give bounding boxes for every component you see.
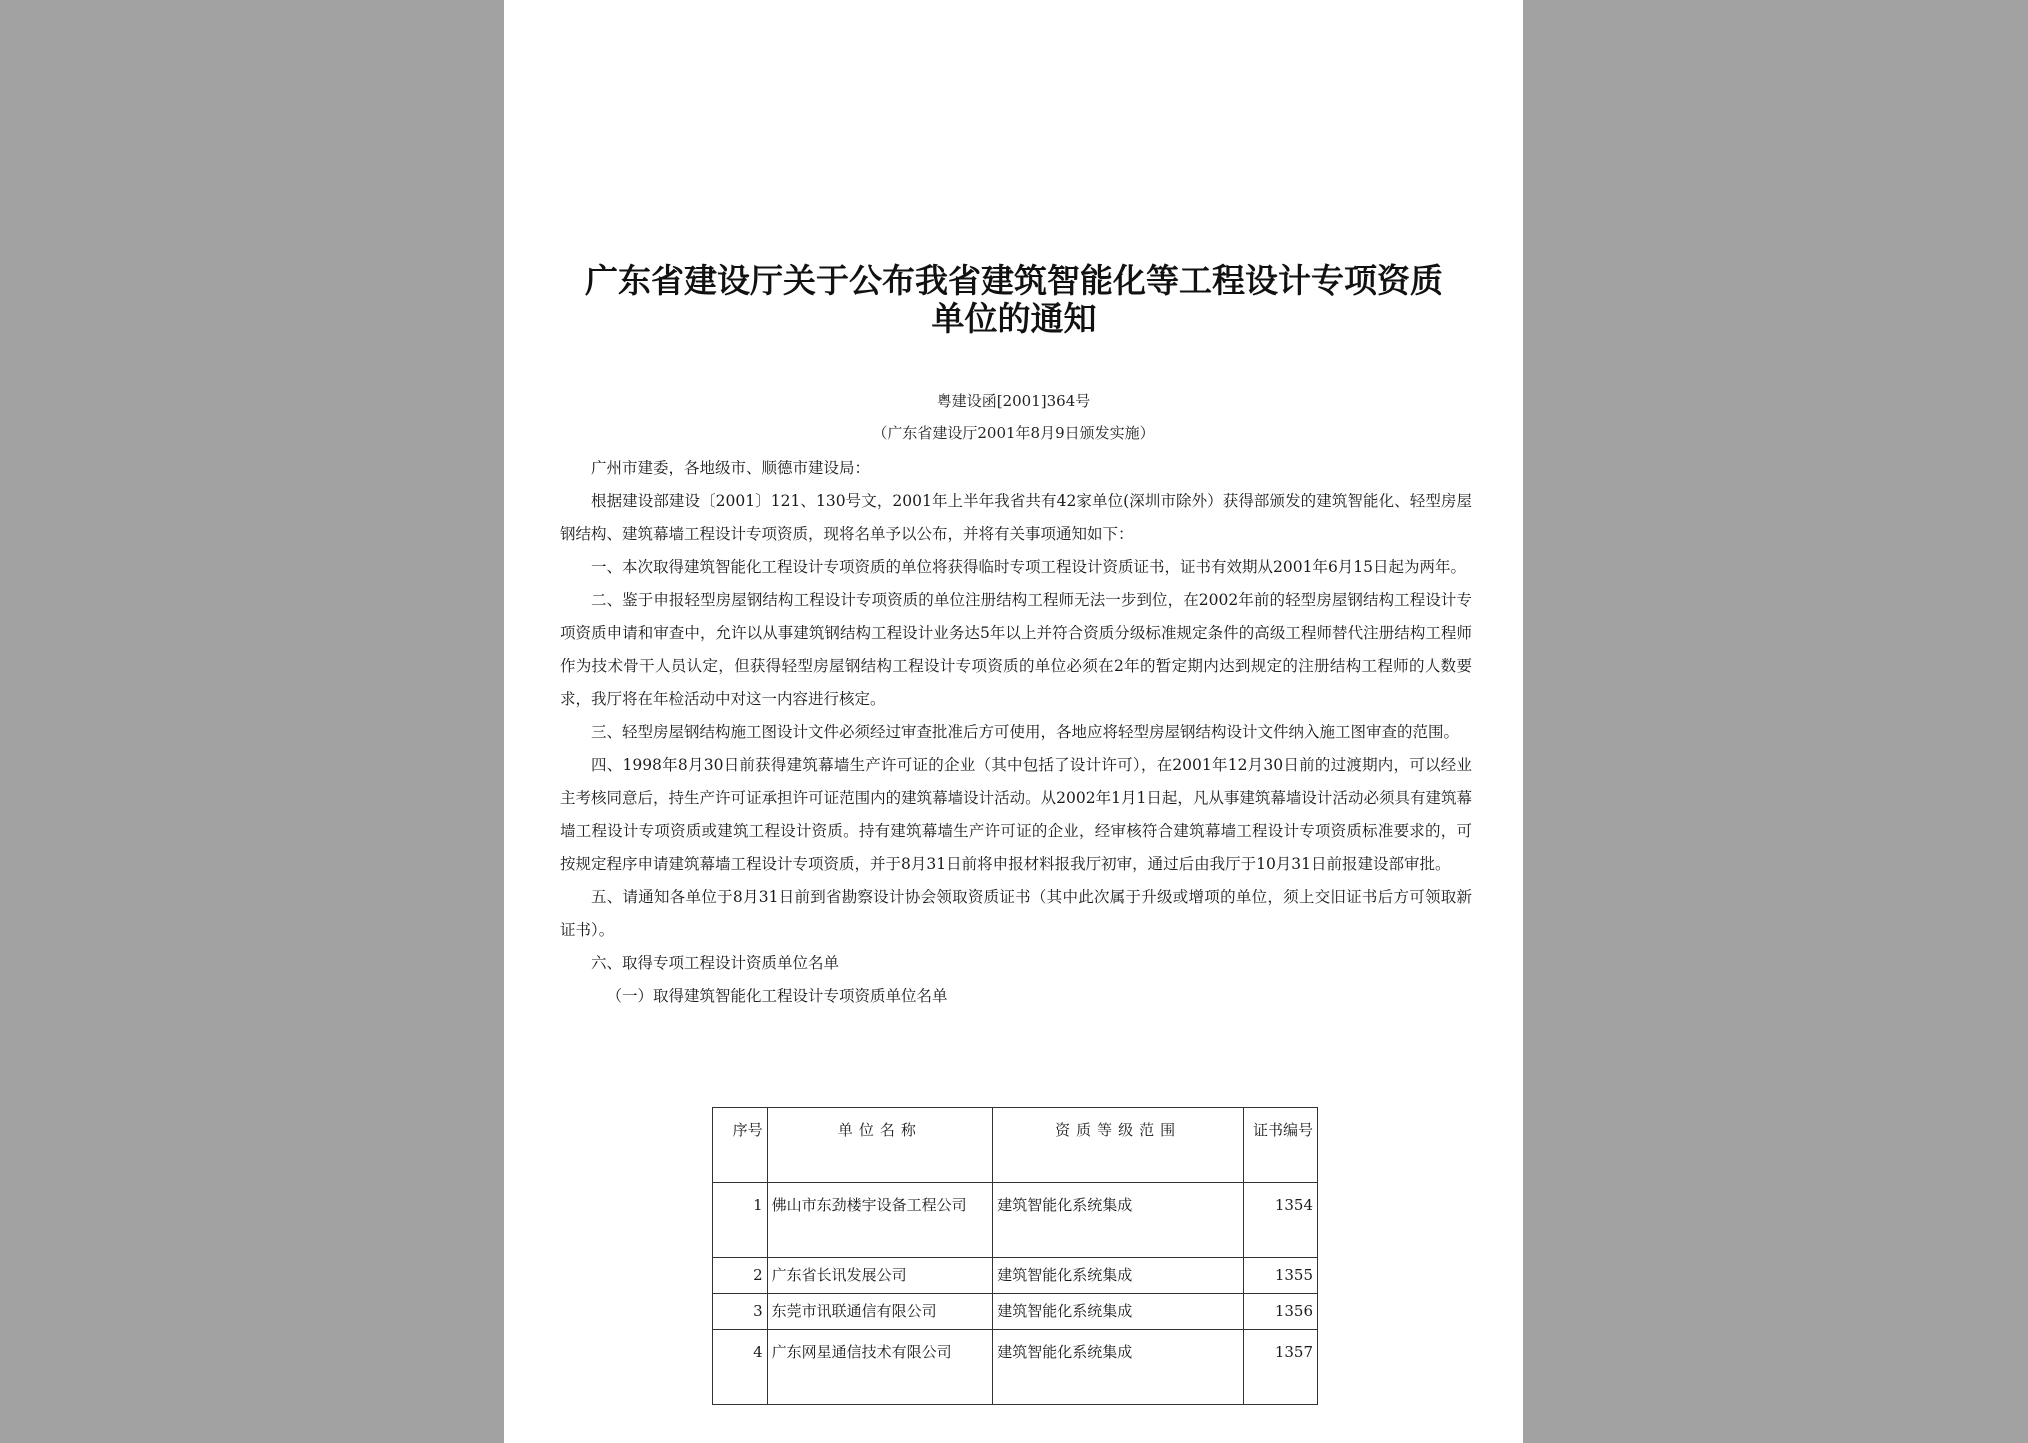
header-cert-no: 证书编号 — [1244, 1108, 1318, 1183]
row-no: 1 — [713, 1183, 768, 1258]
paragraph-item-2: 二、鉴于申报轻型房屋钢结构工程设计专项资质的单位注册结构工程师无法一步到位，在2002年前的轻型房屋钢结构工程设计专项资质申请和审查中，允许以从事建筑钢结构工程设计业务达5年以上并符合资质分级标准规定条件的高级工程师替代注册结构工程师作为技术骨干人员认定，但获得轻型房屋钢结构工程设计专项资质的单位必须在2年的暂定期内达到规定的注册结构工程师的人数要求，我厅将在年检活动中对这一内容进行核定。 — [560, 591, 1472, 708]
row-scope: 建筑智能化系统集成 — [993, 1183, 1244, 1258]
paragraph-item-6: 六、取得专项工程设计资质单位名单 — [591, 954, 840, 972]
row-cert-no: 1357 — [1244, 1330, 1318, 1405]
paragraph-intro: 根据建设部建设〔2001〕121、130号文，2001年上半年我省共有42家单位(深圳市除外）获得部颁发的建筑智能化、轻型房屋钢结构、建筑幕墙工程设计专项资质，现将名单予以公布，并将有关事项通知如下： — [560, 492, 1472, 543]
paragraph-item-5: 五、请通知各单位于8月31日前到省勘察设计协会领取资质证书（其中此次属于升级或增项的单位，须上交旧证书后方可领取新证书）。 — [560, 888, 1472, 939]
salutation: 广州市建委，各地级市、顺德市建设局： — [591, 459, 871, 477]
header-unit-name: 单位名称 — [767, 1108, 993, 1183]
document-title: 广东省建设厅关于公布我省建筑智能化等工程设计专项资质单位的通知 — [585, 261, 1443, 338]
row-scope: 建筑智能化系统集成 — [993, 1330, 1244, 1405]
row-unit-name: 广东省长讯发展公司 — [767, 1258, 993, 1294]
row-no: 3 — [713, 1294, 768, 1330]
table-row — [713, 1330, 1318, 1405]
document-number: 粤建设函[2001]364号 — [936, 392, 1091, 410]
table-row — [713, 1183, 1318, 1258]
document-body — [560, 452, 1472, 1013]
header-scope: 资质等级范围 — [993, 1108, 1244, 1183]
row-unit-name: 广东网星通信技术有限公司 — [767, 1330, 993, 1405]
table-row — [713, 1294, 1318, 1330]
unit-table-container — [712, 1107, 1318, 1443]
row-scope: 建筑智能化系统集成 — [993, 1294, 1244, 1330]
table-row — [713, 1258, 1318, 1294]
row-unit-name: 东莞市讯联通信有限公司 — [767, 1294, 993, 1330]
table-header-row — [713, 1108, 1318, 1183]
row-scope: 建筑智能化系统集成 — [993, 1258, 1244, 1294]
issue-date-line: （广东省建设厅2001年8月9日颁发实施） — [872, 424, 1155, 442]
unit-table — [712, 1107, 1318, 1405]
document-page — [504, 0, 1523, 1443]
header-no: 序号 — [713, 1108, 768, 1183]
row-no: 2 — [713, 1258, 768, 1294]
row-cert-no: 1354 — [1244, 1183, 1318, 1258]
paragraph-item-3: 三、轻型房屋钢结构施工图设计文件必须经过审查批准后方可使用，各地应将轻型房屋钢结构设计文件纳入施工图审查的范围。 — [591, 723, 1460, 741]
row-cert-no: 1356 — [1244, 1294, 1318, 1330]
row-no: 4 — [713, 1330, 768, 1405]
row-cert-no: 1355 — [1244, 1258, 1318, 1294]
sub-heading: （一）取得建筑智能化工程设计专项资质单位名单 — [606, 987, 948, 1005]
paragraph-item-4: 四、1998年8月30日前获得建筑幕墙生产许可证的企业（其中包括了设计许可），在2001年12月30日前的过渡期内，可以经业主考核同意后，持生产许可证承担许可证范围内的建筑幕墙设计活动。从2002年1月1日起，凡从事建筑幕墙设计活动必须具有建筑幕墙工程设计专项资质或建筑工程设计资质。持有建筑幕墙生产许可证的企业，经审核符合建筑幕墙工程设计专项资质标准要求的，可按规定程序申请建筑幕墙工程设计专项资质，并于8月31日前将申报材料报我厅初审，通过后由我厅于10月31日前报建设部审批。 — [560, 756, 1472, 873]
row-unit-name: 佛山市东劲楼宇设备工程公司 — [767, 1183, 993, 1258]
paragraph-item-1: 一、本次取得建筑智能化工程设计专项资质的单位将获得临时专项工程设计资质证书，证书有效期从2001年6月15日起为两年。 — [591, 558, 1467, 576]
